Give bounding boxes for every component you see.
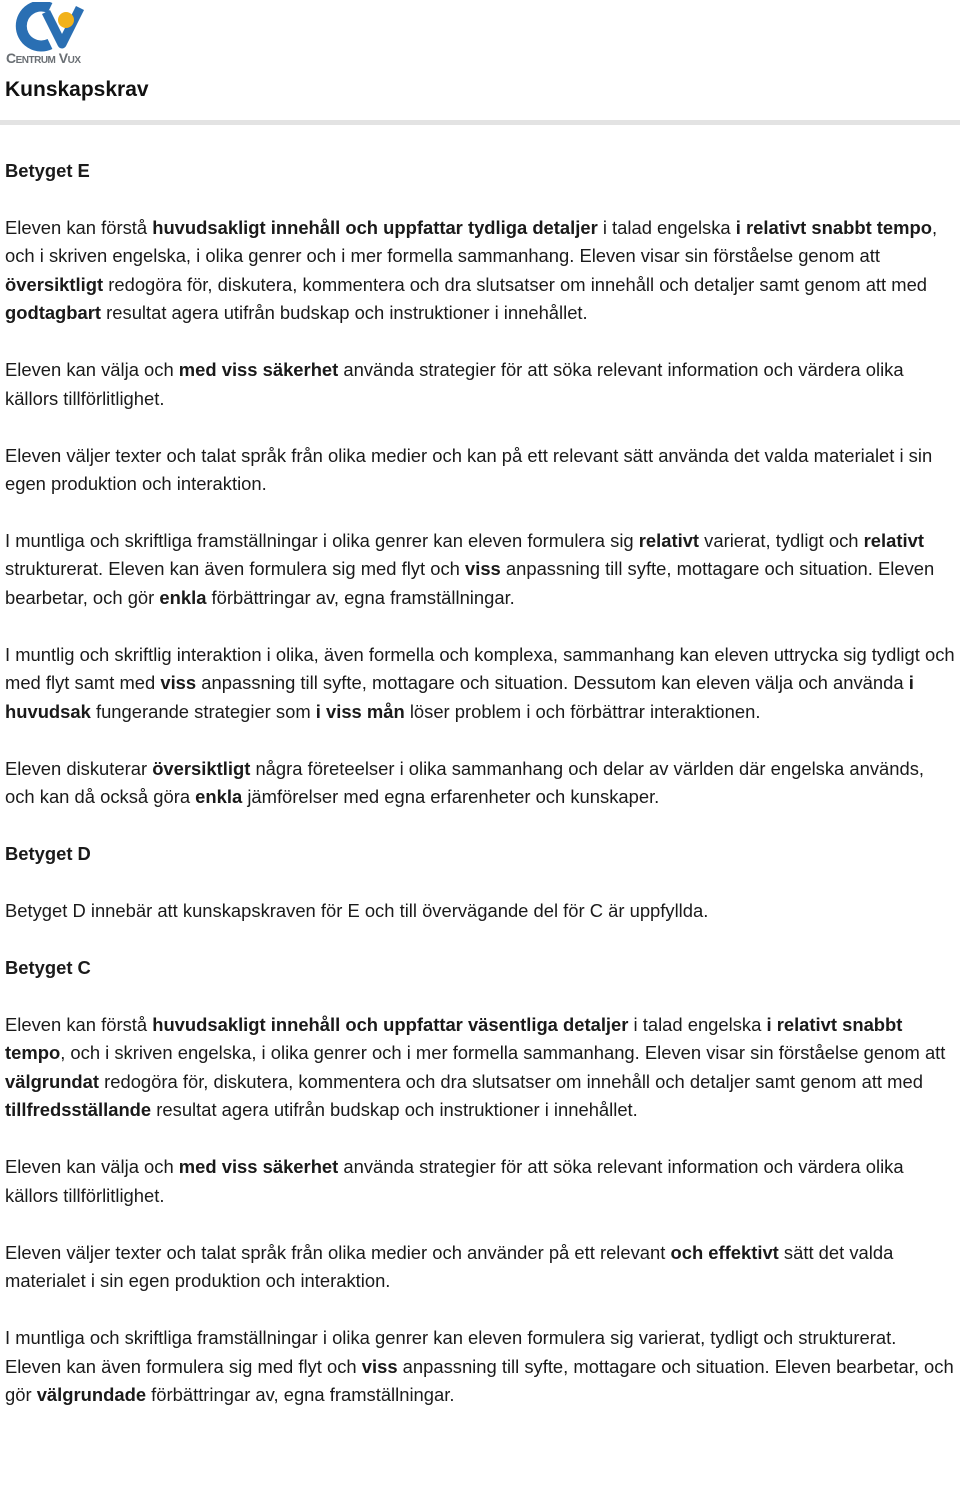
body-paragraph xyxy=(5,755,955,812)
body-paragraph xyxy=(5,442,955,499)
document-body xyxy=(5,157,955,1438)
emphasis-text: enkla xyxy=(195,786,243,808)
emphasis-text: huvudsakligt innehåll och uppfattar väsentliga detaljer xyxy=(152,1014,629,1036)
text-run: förbättringar av, egna framställningar. xyxy=(146,1383,455,1405)
text-run: i talad engelska xyxy=(597,217,736,238)
text-run: anpassning till syfte, mottagare och situation. Dessutom kan eleven välja och använda xyxy=(196,672,909,694)
text-run: resultat agera utifrån budskap och instruktioner i innehållet. xyxy=(151,1099,638,1121)
text-run: Eleven kan välja och xyxy=(5,1156,179,1178)
body-paragraph xyxy=(5,356,955,413)
text-run: Eleven kan förstå xyxy=(5,217,153,238)
body-paragraph xyxy=(5,897,955,925)
emphasis-text: och effektivt xyxy=(670,1241,779,1263)
text-run: , och i skriven engelska, i olika genrer och i mer formella sammanhang. Eleven visar sin förståelse genom att xyxy=(5,217,938,267)
text-run: , och i skriven engelska, i olika genrer och i mer formella sammanhang. Eleven visar sin förståelse genom att xyxy=(60,1042,946,1064)
section-heading: Betyget C xyxy=(5,957,91,979)
text-run: några företeelser i olika sammanhang och delar av världen där engelska används, och kan då också göra xyxy=(5,757,925,808)
text-run: förbättringar av, egna framställningar. xyxy=(206,586,515,608)
emphasis-text: viss xyxy=(160,672,197,694)
body-paragraph xyxy=(5,214,955,328)
body-paragraph xyxy=(5,1153,955,1210)
section-heading: Betyget D xyxy=(5,843,91,865)
body-paragraph xyxy=(5,1239,955,1296)
text-run: I muntlig och skriftlig interaktion i olika, även formella och komplexa, sammanhang kan eleven uttrycka sig tydligt och med flyt samt med xyxy=(5,643,955,694)
emphasis-text: i relativt snabbt tempo xyxy=(735,217,932,238)
cv-logo-mark xyxy=(6,2,116,52)
emphasis-text: i viss mån xyxy=(315,700,405,722)
text-run: sätt det valda materialet i sin egen produktion och interaktion. xyxy=(5,1241,894,1292)
emphasis-text: i huvudsak xyxy=(5,672,914,722)
logo-c-shape xyxy=(21,6,50,46)
emphasis-text: relativt xyxy=(638,530,700,552)
emphasis-text: tillfredsställande xyxy=(5,1099,152,1121)
emphasis-text: välgrundade xyxy=(36,1383,147,1405)
emphasis-text: viss xyxy=(361,1355,398,1377)
logo-dot xyxy=(58,12,74,28)
text-run: Eleven kan förstå xyxy=(5,1014,153,1036)
title-divider xyxy=(0,120,960,125)
text-run: Eleven kan välja och xyxy=(5,359,179,381)
text-run: löser problem i och förbättrar interaktionen. xyxy=(404,700,761,722)
section-heading: Betyget E xyxy=(5,160,90,181)
text-run: resultat agera utifrån budskap och instruktioner i innehållet. xyxy=(101,302,588,324)
text-run: i talad engelska xyxy=(628,1014,767,1036)
text-run: Eleven diskuterar xyxy=(5,757,153,779)
text-run: fungerande strategier som xyxy=(90,700,316,722)
emphasis-text: med viss säkerhet xyxy=(178,1156,339,1178)
text-run: Eleven väljer texter och talat språk från olika medier och använder på ett relevant xyxy=(5,1241,671,1263)
emphasis-text: viss xyxy=(464,558,501,580)
emphasis-text: enkla xyxy=(159,586,207,608)
text-run: använda strategier för att söka relevant information och värdera olika källors tillförlitlighet. xyxy=(5,1156,904,1206)
text-run: redogöra för, diskutera, kommentera och dra slutsatser om innehåll och detaljer samt genom att med xyxy=(103,273,928,295)
logo-wordmark: Centrum Vux xyxy=(6,50,81,66)
emphasis-text: relativt xyxy=(863,530,924,552)
body-paragraph xyxy=(5,641,955,726)
text-run: redogöra för, diskutera, kommentera och dra slutsatser om innehåll och detaljer samt genom att med xyxy=(99,1070,923,1092)
page-title: Kunskapskrav xyxy=(5,78,149,101)
text-run: I muntliga och skriftliga framställningar i olika genrer kan eleven formulera sig xyxy=(5,530,639,552)
emphasis-text: huvudsakligt innehåll och uppfattar tydliga detaljer xyxy=(152,217,598,238)
emphasis-text: välgrundat xyxy=(5,1070,100,1092)
text-run: använda strategier för att söka relevant information och värdera olika källors tillförlitlighet. xyxy=(5,359,904,409)
emphasis-text: godtagbart xyxy=(5,302,102,324)
text-run: I muntliga och skriftliga framställningar i olika genrer kan eleven formulera sig varierat, tydligt och strukturerat. Eleven kan även formulera sig med flyt och xyxy=(5,1327,897,1377)
text-run: jämförelser med egna erfarenheter och kunskaper. xyxy=(242,786,660,808)
text-run: anpassning till syfte, mottagare och situation. Eleven bearbetar, och gör xyxy=(5,558,935,608)
text-run: Betyget D innebär att kunskapskraven för E och till övervägande del för C är uppfyllda. xyxy=(5,900,709,922)
emphasis-text: översiktligt xyxy=(152,757,251,779)
text-run: strukturerat. Eleven kan även formulera sig med flyt och xyxy=(5,558,465,580)
emphasis-text: med viss säkerhet xyxy=(178,359,339,381)
emphasis-text: översiktligt xyxy=(5,273,104,295)
text-run: anpassning till syfte, mottagare och situation. Eleven bearbetar, och gör xyxy=(5,1355,954,1405)
centrum-vux-logo xyxy=(6,2,116,68)
emphasis-text: i relativt snabbt tempo xyxy=(5,1014,903,1064)
body-paragraph xyxy=(5,1011,955,1125)
text-run: Eleven väljer texter och talat språk från olika medier och kan på ett relevant sätt använda det valda materialet i sin egen produktion och interaktion. xyxy=(5,444,933,495)
text-run: varierat, tydligt och xyxy=(699,530,864,552)
body-paragraph xyxy=(5,1324,955,1409)
body-paragraph xyxy=(5,527,955,612)
